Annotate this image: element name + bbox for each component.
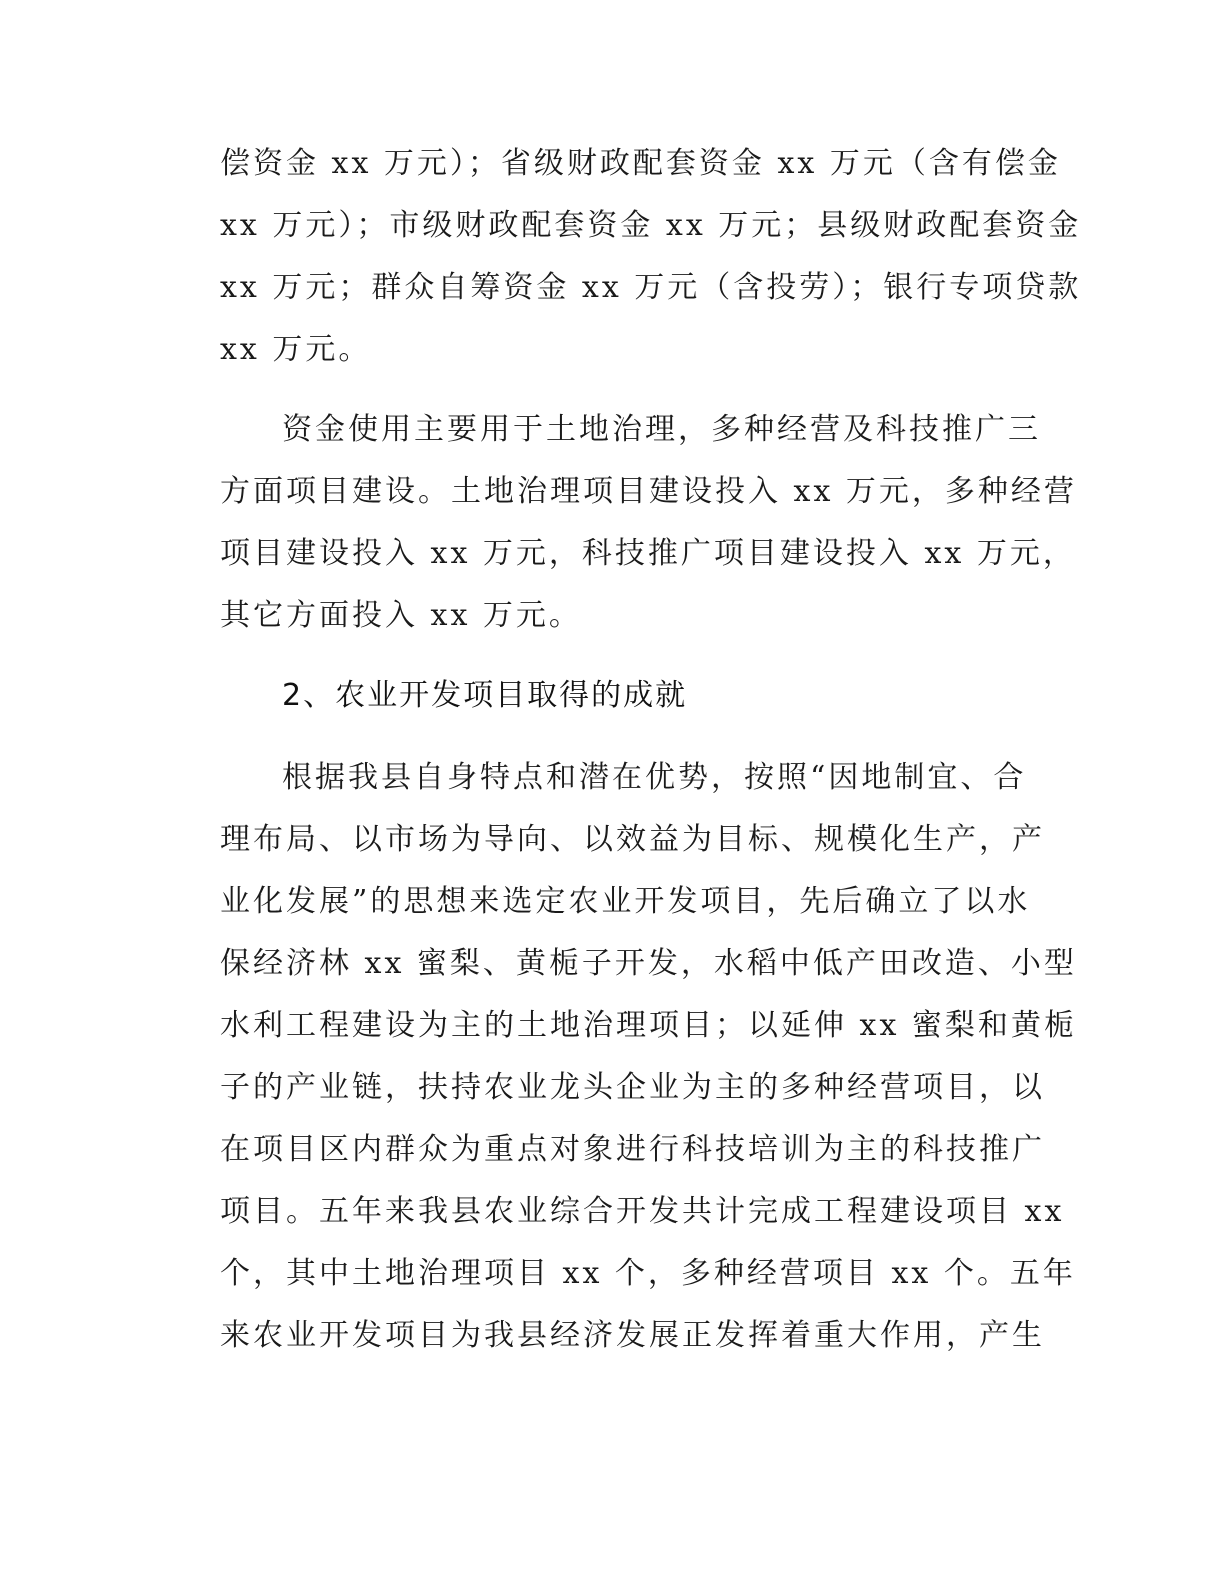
paragraph-3-line-10: 来农业开发项目为我县经济发展正发挥着重大作用，产生 bbox=[220, 1318, 1045, 1353]
paragraph-3-line-5: 水利工程建设为主的土地治理项目；以延伸 xx 蜜梨和黄栀 bbox=[220, 1008, 1077, 1043]
paragraph-3-line-2: 理布局、以市场为导向、以效益为目标、规模化生产，产 bbox=[220, 822, 1045, 857]
paragraph-2-line-4: 其它方面投入 xx 万元。 bbox=[220, 598, 582, 633]
section-heading: 2、农业开发项目取得的成就 bbox=[282, 678, 688, 713]
paragraph-1-line-1: 偿资金 xx 万元）；省级财政配套资金 xx 万元（含有偿金 bbox=[220, 146, 1061, 181]
paragraph-3-line-9: 个，其中土地治理项目 xx 个，多种经营项目 xx 个。五年 bbox=[220, 1256, 1076, 1291]
paragraph-3-line-7: 在项目区内群众为重点对象进行科技培训为主的科技推广 bbox=[220, 1132, 1045, 1167]
paragraph-3-line-1: 根据我县自身特点和潜在优势，按照“因地制宜、合 bbox=[282, 760, 1027, 795]
paragraph-3-line-8: 项目。五年来我县农业综合开发共计完成工程建设项目 xx bbox=[220, 1194, 1065, 1229]
paragraph-1-line-4: xx 万元。 bbox=[220, 332, 372, 367]
paragraph-2-line-1: 资金使用主要用于土地治理，多种经营及科技推广三 bbox=[282, 412, 1041, 447]
paragraph-3-line-3: 业化发展”的思想来选定农业开发项目，先后确立了以水 bbox=[220, 884, 1031, 919]
paragraph-1-line-3: xx 万元；群众自筹资金 xx 万元（含投劳）；银行专项贷款 bbox=[220, 270, 1082, 305]
paragraph-3-line-6: 子的产业链，扶持农业龙头企业为主的多种经营项目，以 bbox=[220, 1070, 1045, 1105]
paragraph-3-line-4: 保经济林 xx 蜜梨、黄栀子开发，水稻中低产田改造、小型 bbox=[220, 946, 1077, 981]
paragraph-2-line-3: 项目建设投入 xx 万元，科技推广项目建设投入 xx 万元， bbox=[220, 536, 1076, 571]
paragraph-2-line-2: 方面项目建设。土地治理项目建设投入 xx 万元，多种经营 bbox=[220, 474, 1077, 509]
paragraph-1-line-2: xx 万元）；市级财政配套资金 xx 万元；县级财政配套资金 bbox=[220, 208, 1082, 243]
